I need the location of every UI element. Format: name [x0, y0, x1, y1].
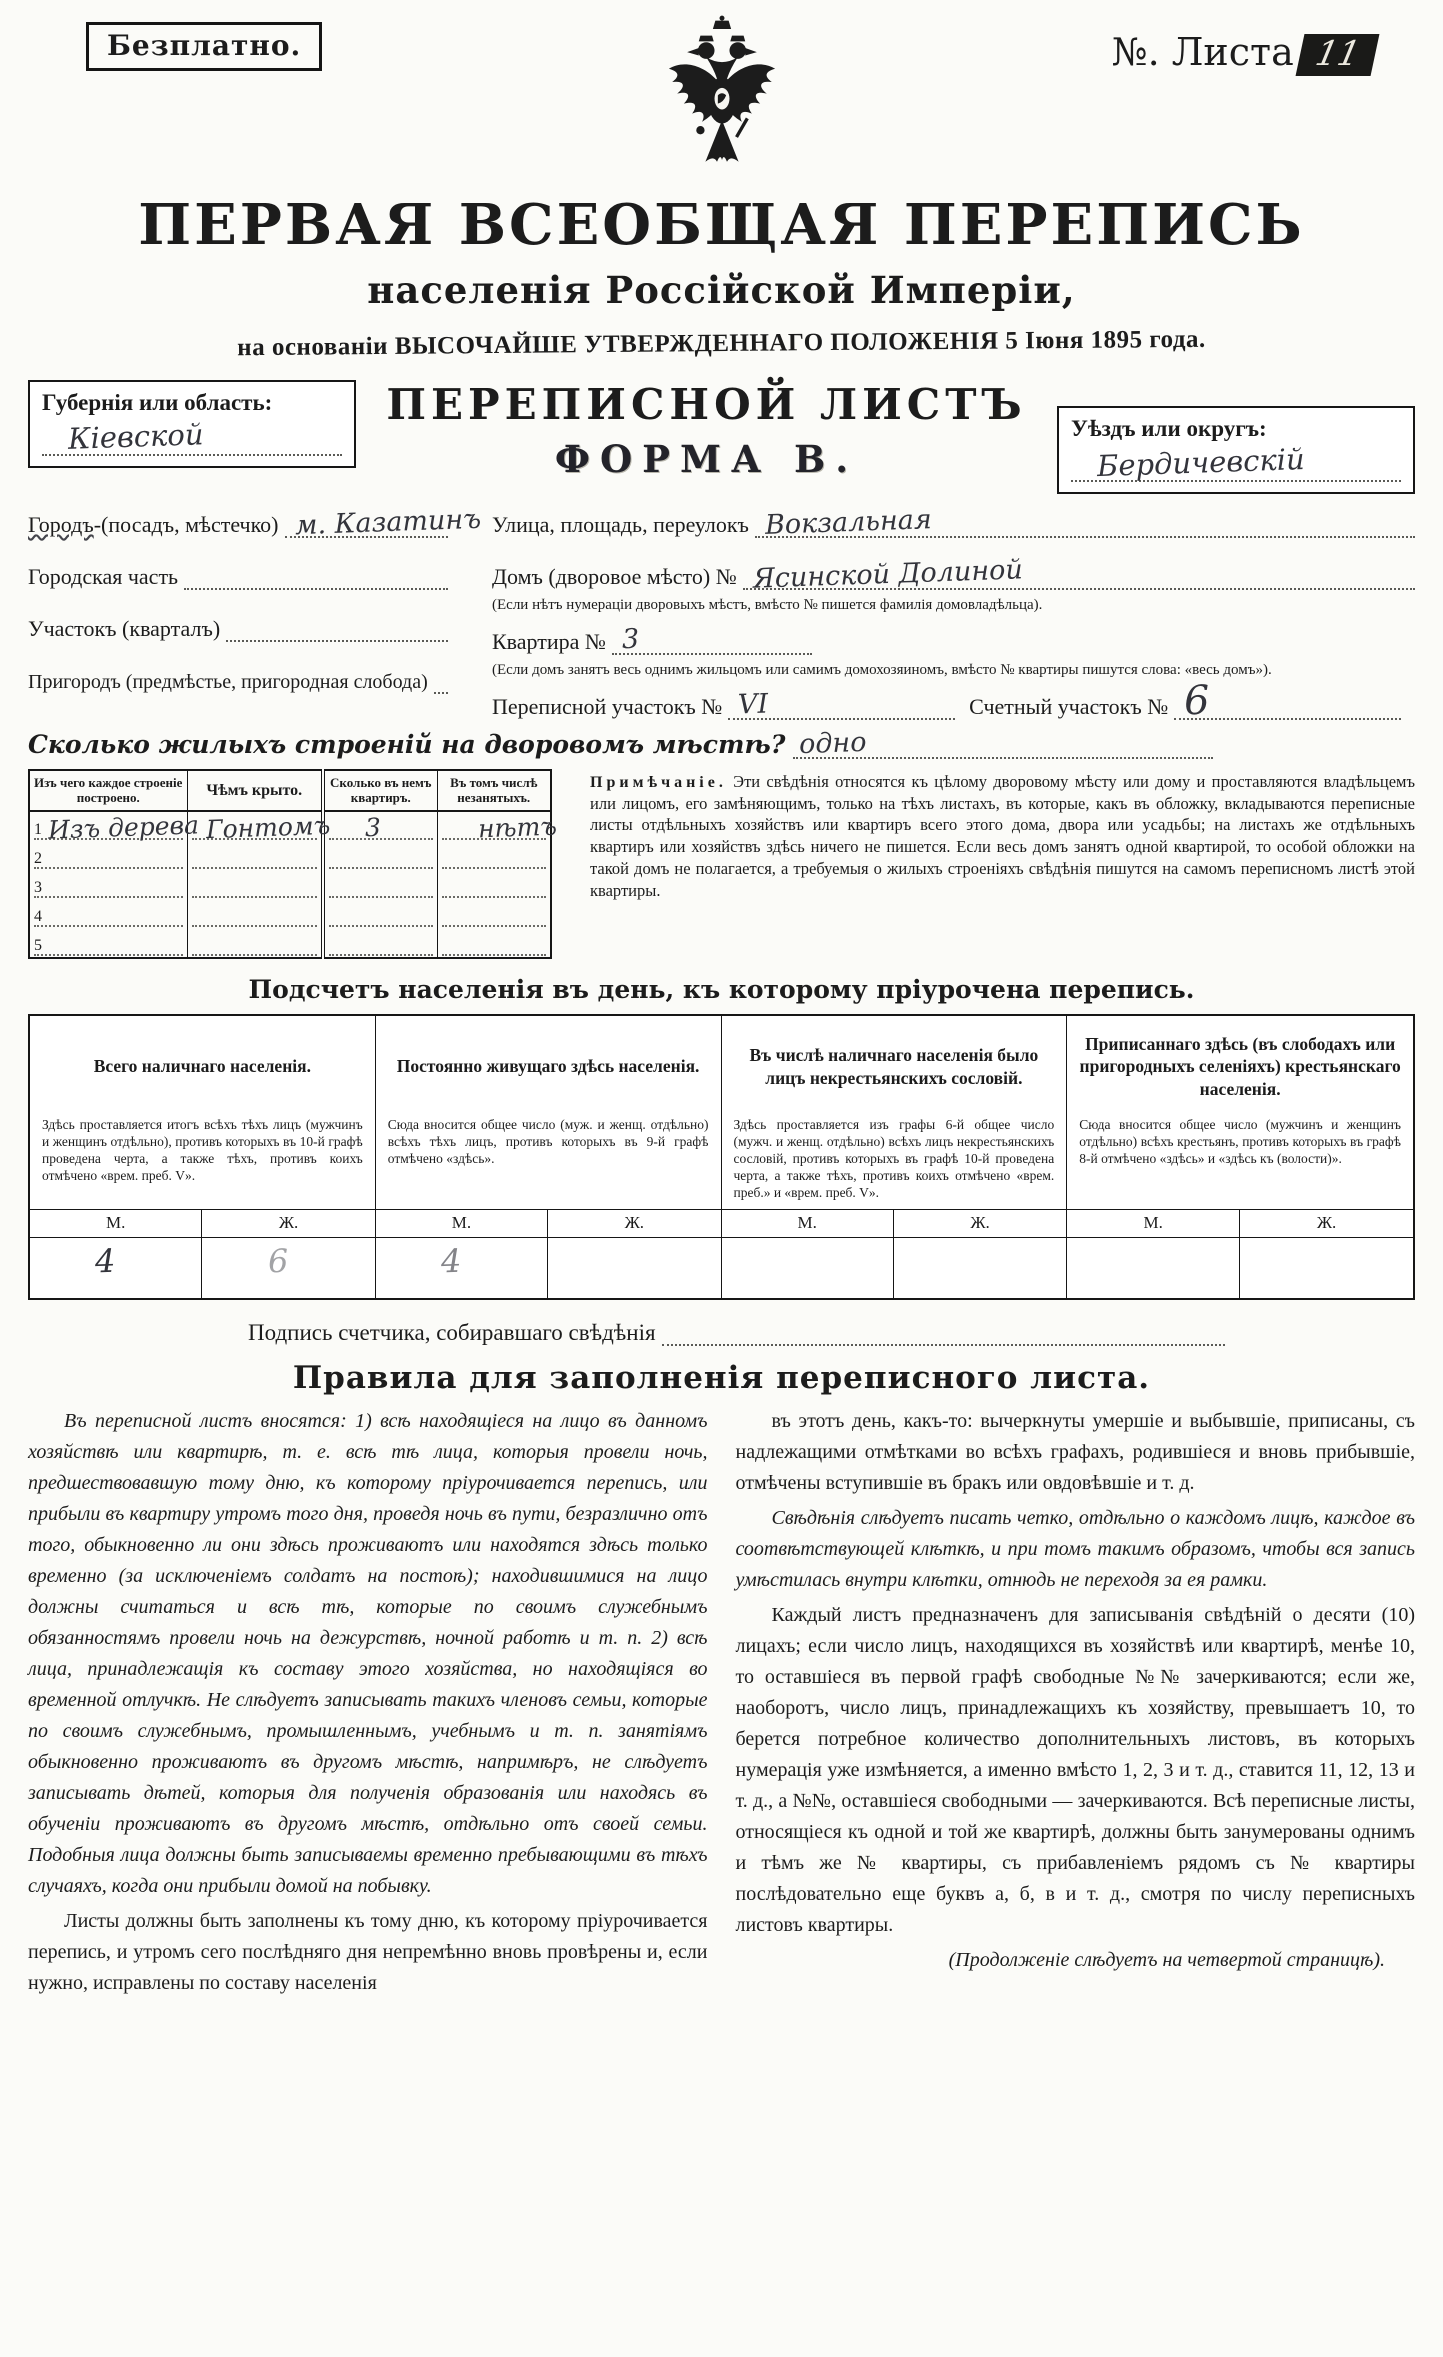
group-mf-grid: [30, 1209, 375, 1298]
col-flats-header: Сколько въ немъ квартиръ.: [323, 770, 437, 811]
row-number: 3: [34, 878, 42, 896]
gubernia-box: [28, 380, 356, 468]
location-left-column: [28, 503, 482, 728]
form-head: [28, 380, 1415, 494]
census-main-title: ПЕРВАЯ ВСЕОБЩАЯ ПЕРЕПИСЬ: [138, 192, 1305, 258]
cell-flats: [323, 811, 437, 841]
handwritten-gubernia: Кіевской: [67, 417, 205, 456]
cell-material: [29, 841, 187, 870]
col-vacant-header: Въ томъ числѣ незанятыхъ.: [437, 770, 551, 811]
city-part-field: [28, 562, 448, 590]
house-label: Домъ (дворовое мѣсто) №: [492, 564, 737, 589]
city-label-rest: -(посадъ, мѣстечко): [93, 512, 279, 537]
location-section: [28, 503, 1415, 728]
handwritten-buildings-answer: одно: [798, 726, 868, 760]
cell-flats: [323, 899, 437, 928]
flat-note: (Если домъ занятъ весь однимъ жильцомъ или самимъ домохозяиномъ, вмѣсто № квартиры пишутся слова: «весь домъ»).: [492, 661, 1272, 678]
building-row: [29, 841, 551, 870]
city-field: [28, 503, 482, 542]
building-row: [29, 870, 551, 899]
row-number: 2: [34, 849, 42, 867]
cell-material: [29, 928, 187, 958]
group-mf-grid: [376, 1209, 721, 1298]
group-title: Приписаннаго здѣсь (въ слободахъ или пригородныхъ селеніяхъ) крестьянскаго населенія.: [1079, 1033, 1401, 1100]
count-area-fill: [1174, 677, 1401, 724]
cell-roof: [187, 870, 323, 899]
cell-roof: [187, 810, 331, 844]
handwritten-uezd: Бердичевскій: [1096, 441, 1306, 484]
rules-left-column: [28, 1406, 708, 2003]
female-value-cell: [202, 1238, 374, 1298]
uchastok-fill: [226, 614, 448, 642]
handwritten-house: Ясинской Долиной: [752, 554, 1023, 595]
handwritten-census-area: VI: [737, 687, 769, 721]
free-of-charge-label: Безплатно.: [86, 22, 322, 71]
count-group-registered-peasant: [1067, 1016, 1413, 1299]
group-note: Здѣсь проставляется изъ графы 6-й общее число (мужч. и женщ. отдѣльно) всѣхъ лицъ некрестьянскихъ сословій, противъ которыхъ въ графѣ 10-й проведена черта, а также тѣхъ, противъ коихъ отмѣчено «врем. преб.» и «врем. преб. V».: [733, 1116, 1055, 1201]
group-note: Здѣсь проставляется итогъ всѣхъ тѣхъ лицъ (мужчинъ и женщинъ отдѣльно), противъ которыхъ въ 10-й графѣ проведена черта, а также тѣхъ, противъ коихъ отмѣчено «врем. преб. V».: [42, 1116, 363, 1184]
buildings-question-row: [28, 726, 1415, 760]
cell-flats: [323, 928, 437, 958]
cell-vacant: [437, 870, 551, 899]
handwritten-material: Изъ дерева: [47, 810, 200, 845]
rules-right-column: [736, 1406, 1416, 2003]
rules-continuation-note: (Продолженіе слѣдуетъ на четвертой страницѣ).: [948, 1949, 1385, 1972]
rules-title: Правила для заполненія переписного листа.: [292, 1360, 1151, 1397]
rules-paragraph: въ этотъ день, какъ-то: вычеркнуты умершіе и выбывшіе, приписаны, съ надлежащими отмѣтками во всѣхъ графахъ, родившіеся и вновь прибывшіе, отмѣчены вступившіе въ бракъ или овдовѣвшіе и т. д.: [735, 1410, 1415, 1495]
building-row: [29, 899, 551, 928]
cell-vacant: [437, 928, 551, 958]
prigorod-field: [28, 666, 448, 694]
group-title: Постоянно живущаго здѣсь населенія.: [396, 1056, 700, 1077]
male-header: М.: [1067, 1210, 1240, 1238]
row-number: 1: [34, 820, 42, 838]
count-area-label: Счетный участокъ №: [969, 693, 1169, 719]
male-header: М.: [722, 1210, 894, 1238]
female-value-cell: [894, 1238, 1066, 1298]
building-row: [29, 928, 551, 958]
handwritten-vacant: нѣтъ: [477, 811, 558, 844]
signature-fill: [662, 1318, 1225, 1346]
handwritten-flat: 3: [621, 623, 640, 656]
house-fill: [743, 554, 1415, 595]
group-note: Сюда вносится общее число (мужчинъ и женщинъ отдѣльно) всѣхъ крестьянъ, противъ которыхъ въ графѣ 8-й отмѣчено «здѣсь» и «здѣсь къ (волости)».: [1079, 1116, 1401, 1166]
count-section-title: Подсчетъ населенія въ день, къ которому пріурочена перепись.: [248, 974, 1195, 1004]
sheet-number-label: №. Листа: [1111, 30, 1294, 74]
street-label: Улица, площадь, переулокъ: [492, 512, 749, 537]
row-number: 4: [34, 907, 42, 925]
population-count-table: [28, 1014, 1415, 1301]
buildings-section: [28, 769, 1415, 959]
uezd-label: Уѣздъ или округъ:: [1071, 416, 1267, 441]
gubernia-label: Губернія или область:: [42, 390, 273, 415]
cell-vacant: [437, 841, 551, 870]
handwritten-female-count: 6: [267, 1242, 289, 1281]
city-fill: [285, 503, 482, 542]
census-subtitle: населенія Россійской Имперіи,: [367, 268, 1076, 312]
city-label: [28, 512, 279, 538]
prigorod-label: Пригородъ (предмѣстье, пригородная слобода): [28, 671, 428, 693]
cell-flats: [323, 870, 437, 899]
imperial-double-eagle-icon: [663, 14, 781, 185]
group-mf-grid: [722, 1209, 1067, 1298]
form-title-block: [356, 380, 1057, 481]
male-value-cell: [30, 1238, 202, 1298]
sheet-number-value: 11: [1295, 34, 1379, 76]
group-title: Всего наличнаго населенія.: [93, 1056, 311, 1077]
group-note: Сюда вносится общее число (муж. и женщ. отдѣльно) всѣхъ тѣхъ лицъ, противъ которыхъ въ 9-й графѣ отмѣчено «здѣсь».: [387, 1116, 709, 1166]
count-group-nonpeasant: [722, 1016, 1068, 1299]
house-field: [492, 554, 1415, 595]
female-header: Ж.: [548, 1210, 720, 1238]
enumerator-signature-row: [28, 1318, 1415, 1346]
house-note: (Если нѣтъ нумераціи дворовыхъ мѣстъ, вмѣсто № пишется фамилія домовладѣльца).: [492, 597, 1043, 613]
handwritten-male-count: 4: [94, 1242, 117, 1281]
street-fill: [755, 504, 1415, 541]
prigorod-fill: [434, 666, 448, 694]
rules-paragraph: Въ переписной листъ вносятся: 1) всѣ находящіеся на лицо въ данномъ хозяйствѣ или квартирѣ, т. е. всѣ тѣ лица, которыя провели ночь, предшествовавшую тому дню, къ которому пріурочивается перепись, или прибыли въ квартиру утромъ того дня, проведя ночь въ пути, безразлично отъ того, обыкновенно ли они здѣсь проживаютъ или находятся здѣсь только временно (за исключеніемъ солдатъ на постоѣ); находившимися на лицо должны считаться и всѣ тѣ, которые по своимъ служебнымъ обязанностямъ провели ночь на дежурствѣ, ночной работѣ и т. п. 2) всѣ лица, принадлежащія къ составу этого хозяйства, но находящіяся во временной отлучкѣ. Не слѣдуетъ записывать такихъ членовъ семьи, которые по своимъ служебнымъ, промышленнымъ, учебнымъ и т. п. занятіямъ обыкновенно проживаютъ въ другомъ мѣстѣ, напримѣръ, не слѣдуетъ записывать дѣтей, которыя для полученія образованія или находясь въ обученіи проживаютъ въ другомъ мѣстѣ, отдѣльно отъ своей семьи. Подобныя лица должны быть записываемы временно пребывающими въ тѣхъ случаяхъ, когда они прибыли домой на побывку.: [28, 1410, 708, 1898]
group-mf-grid: [1067, 1209, 1413, 1298]
cell-material: [29, 899, 187, 928]
buildings-question: Сколько жилыхъ строеній на дворовомъ мѣстѣ?: [28, 729, 786, 759]
rules-paragraph: Свѣдѣнія слѣдуетъ писать четко, отдѣльно о каждомъ лицѣ, каждое въ соотвѣтствующей клѣткѣ, и при томъ такимъ образомъ, чтобы вся запись умѣстилась внутри клѣтки, отнюдь не переходя за ея рамки.: [735, 1507, 1415, 1592]
cell-material: [29, 870, 187, 899]
uchastok-label: Участокъ (кварталъ): [28, 616, 221, 641]
buildings-table: [28, 769, 558, 959]
handwritten-street: Вокзальная: [764, 504, 933, 541]
census-act-line: на основаніи ВЫСОЧАЙШЕ УТВЕРЖДЕННАГО ПОЛОЖЕНІЯ 5 Іюня 1895 года.: [237, 325, 1206, 362]
flat-label: Квартира №: [492, 628, 606, 654]
col-roof-header: Чѣмъ крыто.: [187, 770, 323, 811]
note-text: Эти свѣдѣнія относятся къ цѣлому дворовому мѣсту или дому и проставляются владѣльцемъ или лицомъ, его замѣняющимъ, только на тѣхъ листахъ, въ которые, какъ въ обложку, вкладываются переписные листы отдѣльныхъ хозяйствъ или квартиръ всего этого дома, двора или усадьбы; на листахъ же отдѣльныхъ квартиръ или хозяйствъ здѣсь ничего не пишется. Если весь домъ занятъ одной квартирой, то особой обложки на такой домъ не полагается, а требуемыя о жилыхъ строеніяхъ свѣдѣнія пишутся на самомъ переписномъ листѣ этой квартиры.: [590, 771, 1415, 900]
male-value-cell: [1067, 1238, 1240, 1298]
uezd-field: [1071, 441, 1401, 484]
female-header: Ж.: [894, 1210, 1066, 1238]
male-value-cell: [376, 1238, 548, 1298]
census-area-label: Переписной участокъ №: [492, 693, 723, 719]
city-part-fill: [184, 562, 448, 590]
cell-flats: [323, 841, 437, 870]
count-group-permanent: [376, 1016, 722, 1299]
handwritten-roof: Гонтомъ: [205, 810, 331, 844]
city-part-label: Городская часть: [28, 564, 179, 589]
female-header: Ж.: [202, 1210, 374, 1238]
group-title: Въ числѣ наличнаго населенія было лицъ некрестьянскихъ сословій.: [749, 1044, 1039, 1088]
handwritten-city: м. Казатинъ: [294, 503, 482, 542]
female-header: Ж.: [1240, 1210, 1413, 1238]
page-header: [28, 14, 1415, 186]
rules-section: [28, 1406, 1415, 2003]
row-number: 5: [34, 936, 42, 954]
male-header: М.: [376, 1210, 548, 1238]
rules-paragraph: Каждый листъ предназначенъ для записыванія свѣдѣній о десяти (10) лицахъ; если число лицъ, находящихся въ хозяйствѣ или квартирѣ, менѣе 10, то оставшіеся въ первой графѣ свободные №№ зачеркиваются; если же, наоборотъ, число лицъ, принадлежащихъ къ хозяйству, превышаетъ 10, то берется потребное количество дополнительныхъ листовъ, въ которыхъ нумерація уже измѣняется, а именно вмѣсто 1, 2, 3 и т. д., ставится 11, 12, 13 и т. д., а №№, оставшіеся свободными — зачеркиваются. Всѣ переписные листы, относящіеся къ одной и той же квартирѣ, должны быть занумерованы однимъ и тѣмъ же № квартиры, съ прибавленіемъ рядомъ съ № квартиры послѣдовательно еще буквъ а, б, в и т. д., смотря по числу переписныхъ листовъ квартиры.: [735, 1604, 1415, 1937]
handwritten-count-area: 6: [1183, 677, 1211, 724]
male-header: М.: [30, 1210, 202, 1238]
signature-label: Подпись счетчика, собиравшаго свѣдѣнія: [248, 1320, 656, 1346]
census-areas-field: [492, 677, 1415, 724]
flat-fill: [612, 623, 812, 656]
sheet-title: ПЕРЕПИСНОЙ ЛИСТЪ: [386, 380, 1027, 429]
uezd-box: [1057, 406, 1415, 494]
cell-roof: [187, 928, 323, 958]
building-row: [29, 811, 551, 841]
cell-roof: [187, 899, 323, 928]
cell-roof: [187, 841, 323, 870]
cell-vacant: [437, 899, 551, 928]
sheet-number: [1112, 30, 1375, 76]
street-field: [492, 504, 1415, 541]
cell-vacant: [437, 811, 558, 844]
form-letter-title: ФОРМА В.: [554, 437, 859, 481]
census-area-fill: [728, 687, 955, 721]
handwritten-male-count: 4: [440, 1242, 462, 1281]
cell-material: [29, 810, 200, 845]
rules-paragraph: Листы должны быть заполнены къ тому дню, къ которому пріурочивается перепись, и утромъ сего послѣдняго дня непремѣнно вновь провѣрены и, если нужно, исправлены по составу населенія: [28, 1910, 708, 1995]
female-value-cell: [548, 1238, 720, 1298]
male-value-cell: [722, 1238, 894, 1298]
count-group-total: [30, 1016, 376, 1299]
note-block: [590, 769, 1415, 959]
female-value-cell: [1240, 1238, 1413, 1298]
uchastok-field: [28, 614, 448, 642]
buildings-answer-fill: [793, 726, 1213, 760]
location-right-column: [492, 504, 1415, 728]
gubernia-field: [42, 417, 342, 456]
col-material-header: Изъ чего каждое строеніе построено.: [29, 770, 187, 811]
city-word: Городъ: [28, 512, 94, 537]
note-label: Примѣчаніе.: [590, 773, 727, 791]
flat-field: [492, 623, 1415, 656]
handwritten-flats: 3: [364, 812, 382, 842]
